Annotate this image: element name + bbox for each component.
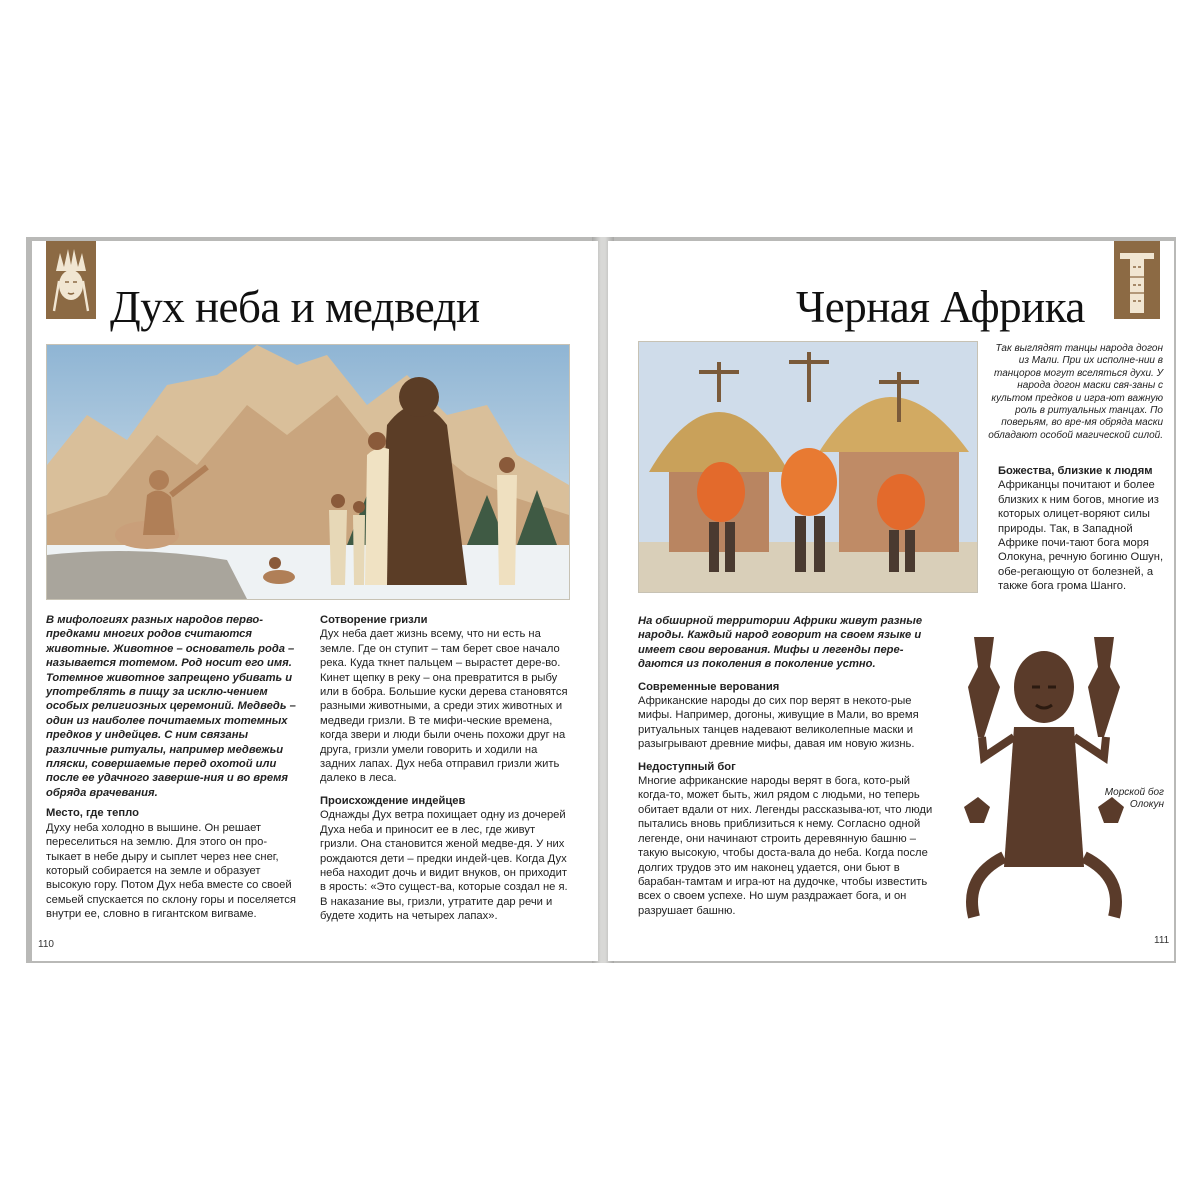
section-body: Африканские народы до сих пор верят в некото-рые мифы. Например, догоны, живущие в Мали, во время ритуальных танцев надевают великолепные маски и разыгрывают древние мифы, давая им новую жизнь.	[638, 695, 919, 751]
intro-paragraph: В мифологиях разных народов перво-предками многих родов считаются животные. Животное – основатель рода – называется тотемом. Род носит его имя. Тотемное животное запрещено убивать и употреблять в пищу за исклю-чением особых религиозных церемоний. Медведь – один из наиболее почитаемых тотемных предков у индейцев. С ним связаны различные ритуалы, например медвежьи пляски, совершаемые перед охотой или после ее удачного заверше-ния и во время обряда врачевания.	[46, 614, 296, 799]
section-body: Дух неба дает жизнь всему, что ни есть на земле. Где он ступит – там берет свое начало река. Куда ткнет пальцем – вырастет дере-во. Кинет щепку в реку – она превратится в рыбу или в бобра. Большие куски дерева становятся разными животными, а среди этих животных и медведи гризли. В те мифи-ческие времена, когда звери и люди были очень похожи друг на друга, гризли умели говорить и ходили на задних лапах. Дух неба отправил гризли жить далеко в леса.	[320, 628, 568, 785]
section-heading: Сотворение гризли	[320, 614, 428, 626]
section-body: Однажды Дух ветра похищает одну из дочерей Духа неба и приносит ее в лес, где живут гризли. Она становится женой медве-дя. У них рождаются дети – предки индей-цев. Когда Дух неба находит дочь и видит внуков, он приходит в ярость: «Это сущест-ва, которые создал не я. В наказание вы, гризли, утратите дар речи и будете ходить на четырех лапах».	[320, 809, 568, 923]
section-heading: Место, где тепло	[46, 807, 139, 820]
page-title: Черная Африка	[796, 282, 1085, 332]
book-spread	[26, 237, 1176, 963]
page-number: 110	[38, 939, 54, 950]
right-page	[608, 241, 1174, 961]
right-column	[320, 613, 572, 924]
illustration-olokun-statue	[944, 627, 1154, 927]
section-heading: Происхождение индейцев	[320, 794, 466, 807]
totem-emblem-icon	[1114, 241, 1160, 319]
caption-statue: Морской бог Олокун	[1104, 787, 1164, 811]
illustration-dogon-dancers	[638, 341, 978, 593]
page-number: 111	[1154, 935, 1170, 946]
left-page	[32, 241, 598, 961]
native-chief-emblem-icon	[46, 241, 96, 319]
main-column	[638, 614, 938, 918]
illustration-bear-spirit	[46, 344, 570, 600]
page-title: Дух неба и медведи	[110, 282, 480, 332]
caption-dance: Так выглядят танцы народа догон из Мали. При их исполне-нии в танцоров могут вселяться духи. У народа догон маски свя-заны с культом предков и игра-ют важную роль в ритуальных танцах. По поверьям, во вре-мя обряда маски обладают особой магической силой.	[988, 343, 1163, 441]
section-heading: Божества, близкие к людям	[998, 465, 1153, 477]
section-body: Многие африканские народы верят в бога, кото-рый когда-то, может быть, жил рядом с людьми, но теперь обитает вдали от них. Легенды рассказыва-ют, что люди пытались вновь приблизиться к нему. Согласно одной легенде, они начинают строить деревянную башню – такую высокую, чтобы доста-вала до неба. Когда после долгих трудов это им наконец удается, они бьют в барабан-тамтам и игра-ют на дудочке, чтобы известить всех о своем успехе. Но шум раздражает бога, и он разрушает башню.	[638, 775, 933, 917]
side-column	[998, 464, 1166, 594]
left-column	[46, 613, 300, 922]
intro-paragraph: На обширной территории Африки живут разные народы. Каждый народ говорит на своем языке и имеет свои верования. Мифы и легенды пере-даются из поколения в поколение устно.	[638, 615, 923, 671]
section-heading: Современные верования	[638, 680, 780, 693]
section-body: Духу неба холодно в вышине. Он решает переселиться на землю. Для этого он про-тыкает в небе дыру и сыплет через нее снег, который собирается на земле и образует высокую гору. Потом Дух неба вместе со своей семьей спускается по склону горы и поселяется внутри ее, словно в гигантском вигваме.	[46, 821, 296, 921]
section-body: Африканцы почитают и более близких к ним богов, многие из которых олицет-воряют силы природы. Так, в Западной Африке почи-тают бога моря Олокуна, речную богиню Ошун, обе-регающую от болезней, а также бога грома Шанго.	[998, 479, 1164, 593]
section-heading: Недоступный бог	[638, 760, 736, 773]
